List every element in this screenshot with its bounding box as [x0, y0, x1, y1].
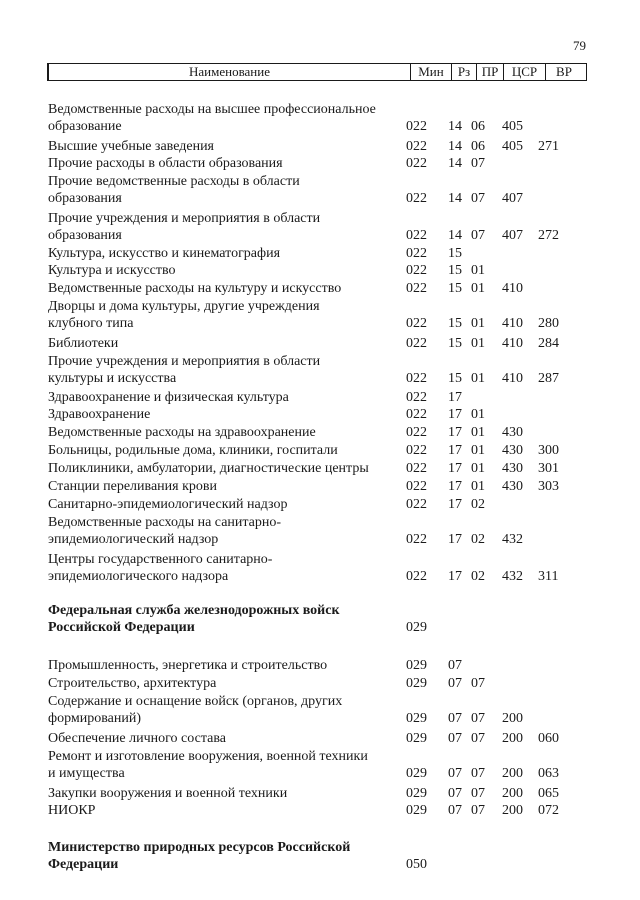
- row-name-line: Прочие учреждения и мероприятия в области: [48, 211, 321, 226]
- code-csr: 410: [502, 336, 523, 351]
- code-vr: 072: [538, 803, 559, 818]
- row-name: [48, 298, 408, 332]
- header-name: Наименование: [189, 64, 270, 79]
- row-name-line: Библиотеки: [48, 336, 119, 351]
- row-name: [48, 442, 408, 459]
- row-name: [48, 839, 408, 873]
- code-pr: 01: [471, 371, 485, 386]
- code-csr: 430: [502, 425, 523, 440]
- row-name: [48, 785, 408, 802]
- code-rz: 14: [448, 156, 462, 171]
- row-name-line: культуры и искусства: [48, 371, 177, 386]
- header-rz: Рз: [451, 64, 476, 80]
- row-name-line: и имущества: [48, 766, 125, 781]
- code-rz: 17: [448, 461, 462, 476]
- code-min: 029: [406, 676, 427, 691]
- code-pr: 01: [471, 316, 485, 331]
- code-pr: 01: [471, 281, 485, 296]
- row-name: [48, 730, 408, 747]
- code-csr: 410: [502, 371, 523, 386]
- code-csr: 430: [502, 461, 523, 476]
- code-rz: 14: [448, 228, 462, 243]
- code-csr: 200: [502, 786, 523, 801]
- row-name-line: Дворцы и дома культуры, другие учреждения: [48, 299, 320, 314]
- row-name-line: НИОКР: [48, 803, 96, 818]
- row-name-line: Здравоохранение и физическая культура: [48, 390, 289, 405]
- code-rz: 17: [448, 425, 462, 440]
- code-rz: 07: [448, 711, 462, 726]
- code-csr: 430: [502, 479, 523, 494]
- code-rz: 17: [448, 497, 462, 512]
- row-name: [48, 262, 408, 279]
- code-pr: 07: [471, 156, 485, 171]
- code-vr: 311: [538, 569, 559, 584]
- code-pr: 07: [471, 711, 485, 726]
- code-min: 029: [406, 658, 427, 673]
- code-vr: 300: [538, 443, 559, 458]
- code-vr: 272: [538, 228, 559, 243]
- code-vr: 065: [538, 786, 559, 801]
- code-csr: 405: [502, 139, 523, 154]
- row-name-line: Ведомственные расходы на санитарно-: [48, 515, 282, 530]
- code-csr: 407: [502, 191, 523, 206]
- row-name: [48, 675, 408, 692]
- code-min: 022: [406, 461, 427, 476]
- code-min: 022: [406, 407, 427, 422]
- code-csr: 410: [502, 281, 523, 296]
- code-pr: 07: [471, 731, 485, 746]
- row-name: [48, 335, 408, 352]
- row-name: [48, 210, 408, 244]
- code-min: 029: [406, 803, 427, 818]
- row-name-line: Ведомственные расходы на культуру и искусство: [48, 281, 342, 296]
- row-name: [48, 496, 408, 513]
- row-name-line: Станции переливания крови: [48, 479, 217, 494]
- code-min: 022: [406, 569, 427, 584]
- code-rz: 17: [448, 407, 462, 422]
- code-csr: 432: [502, 569, 523, 584]
- row-name-line: Федерации: [48, 857, 119, 872]
- code-min: 050: [406, 857, 427, 872]
- code-pr: 07: [471, 228, 485, 243]
- code-rz: 14: [448, 139, 462, 154]
- code-vr: 063: [538, 766, 559, 781]
- code-pr: 01: [471, 263, 485, 278]
- header-pr: ПР: [476, 64, 503, 80]
- code-pr: 01: [471, 461, 485, 476]
- code-min: 022: [406, 532, 427, 547]
- code-pr: 07: [471, 676, 485, 691]
- code-csr: 200: [502, 731, 523, 746]
- code-csr: 405: [502, 119, 523, 134]
- code-rz: 15: [448, 316, 462, 331]
- row-name: [48, 514, 408, 548]
- row-name-line: Культура и искусство: [48, 263, 176, 278]
- row-name-line: Закупки вооружения и военной техники: [48, 786, 288, 801]
- code-pr: 07: [471, 191, 485, 206]
- code-pr: 07: [471, 786, 485, 801]
- code-min: 022: [406, 336, 427, 351]
- row-name-line: Ремонт и изготовление вооружения, военной техники: [48, 749, 368, 764]
- code-min: 029: [406, 711, 427, 726]
- row-name-line: Высшие учебные заведения: [48, 139, 214, 154]
- code-vr: 301: [538, 461, 559, 476]
- code-min: 022: [406, 263, 427, 278]
- code-vr: 284: [538, 336, 559, 351]
- row-name: [48, 389, 408, 406]
- row-name-line: клубного типа: [48, 316, 134, 331]
- code-rz: 17: [448, 532, 462, 547]
- code-pr: 01: [471, 443, 485, 458]
- row-name: [48, 748, 408, 782]
- code-vr: 287: [538, 371, 559, 386]
- row-name-line: образования: [48, 228, 122, 243]
- code-rz: 07: [448, 766, 462, 781]
- code-csr: 200: [502, 711, 523, 726]
- code-csr: 200: [502, 803, 523, 818]
- code-rz: 07: [448, 803, 462, 818]
- row-name-line: Прочие учреждения и мероприятия в области: [48, 354, 321, 369]
- row-name-line: Санитарно-эпидемиологический надзор: [48, 497, 288, 512]
- row-name: [48, 460, 408, 477]
- code-rz: 15: [448, 336, 462, 351]
- row-name: [48, 424, 408, 441]
- table-header: [47, 63, 587, 81]
- code-pr: 06: [471, 139, 485, 154]
- code-pr: 01: [471, 425, 485, 440]
- code-min: 022: [406, 246, 427, 261]
- row-name-line: Содержание и оснащение войск (органов, других: [48, 694, 343, 709]
- code-min: 029: [406, 786, 427, 801]
- row-name: [48, 353, 408, 387]
- code-rz: 17: [448, 390, 462, 405]
- row-name: [48, 478, 408, 495]
- code-min: 022: [406, 139, 427, 154]
- code-min: 022: [406, 425, 427, 440]
- row-name: [48, 280, 408, 297]
- code-pr: 02: [471, 532, 485, 547]
- row-name-line: эпидемиологического надзора: [48, 569, 229, 584]
- row-name-line: Ведомственные расходы на здравоохранение: [48, 425, 316, 440]
- code-min: 022: [406, 156, 427, 171]
- code-rz: 15: [448, 371, 462, 386]
- code-min: 029: [406, 620, 427, 635]
- row-name: [48, 693, 408, 727]
- row-name-line: Строительство, архитектура: [48, 676, 217, 691]
- row-name-line: Обеспечение личного состава: [48, 731, 226, 746]
- code-vr: 271: [538, 139, 559, 154]
- row-name: [48, 155, 408, 172]
- code-pr: 02: [471, 569, 485, 584]
- code-rz: 14: [448, 191, 462, 206]
- row-name-line: Промышленность, энергетика и строительство: [48, 658, 328, 673]
- code-min: 022: [406, 228, 427, 243]
- row-name-line: Российской Федерации: [48, 620, 195, 635]
- code-min: 022: [406, 390, 427, 405]
- page-number: 79: [573, 38, 586, 53]
- code-rz: 14: [448, 119, 462, 134]
- code-min: 022: [406, 119, 427, 134]
- code-rz: 07: [448, 786, 462, 801]
- code-csr: 407: [502, 228, 523, 243]
- row-name-line: Больницы, родильные дома, клиники, госпитали: [48, 443, 338, 458]
- row-name-line: образования: [48, 191, 122, 206]
- code-min: 022: [406, 497, 427, 512]
- code-vr: 060: [538, 731, 559, 746]
- row-name: [48, 657, 408, 674]
- code-pr: 01: [471, 336, 485, 351]
- row-name-line: Прочие расходы в области образования: [48, 156, 283, 171]
- row-name: [48, 802, 408, 819]
- row-name: [48, 138, 408, 155]
- code-min: 029: [406, 766, 427, 781]
- code-min: 029: [406, 731, 427, 746]
- code-min: 022: [406, 371, 427, 386]
- code-pr: 06: [471, 119, 485, 134]
- row-name-line: Ведомственные расходы на высшее профессиональное: [48, 102, 376, 117]
- code-rz: 17: [448, 479, 462, 494]
- code-vr: 303: [538, 479, 559, 494]
- code-min: 022: [406, 443, 427, 458]
- header-min: Мин: [410, 64, 451, 80]
- code-rz: 17: [448, 443, 462, 458]
- code-pr: 07: [471, 803, 485, 818]
- code-rz: 07: [448, 731, 462, 746]
- row-name: [48, 602, 408, 636]
- row-name: [48, 173, 408, 207]
- code-rz: 15: [448, 246, 462, 261]
- code-csr: 200: [502, 766, 523, 781]
- code-rz: 07: [448, 658, 462, 673]
- row-name: [48, 245, 408, 262]
- code-min: 022: [406, 479, 427, 494]
- row-name: [48, 406, 408, 423]
- code-rz: 07: [448, 676, 462, 691]
- row-name: [48, 101, 408, 135]
- code-min: 022: [406, 316, 427, 331]
- row-name: [48, 551, 408, 585]
- code-min: 022: [406, 281, 427, 296]
- code-rz: 17: [448, 569, 462, 584]
- code-pr: 02: [471, 497, 485, 512]
- row-name-line: Культура, искусство и кинематография: [48, 246, 281, 261]
- row-name-line: Прочие ведомственные расходы в области: [48, 174, 300, 189]
- row-name-line: формирований): [48, 711, 141, 726]
- code-pr: 01: [471, 479, 485, 494]
- code-csr: 410: [502, 316, 523, 331]
- row-name-line: Поликлиники, амбулатории, диагностические центры: [48, 461, 369, 476]
- row-name-line: Министерство природных ресурсов Российской: [48, 840, 351, 855]
- row-name-line: эпидемиологический надзор: [48, 532, 219, 547]
- row-name-line: образование: [48, 119, 122, 134]
- row-name-line: Центры государственного санитарно-: [48, 552, 273, 567]
- code-rz: 15: [448, 281, 462, 296]
- code-min: 022: [406, 191, 427, 206]
- header-csr: ЦСР: [503, 64, 545, 80]
- code-pr: 01: [471, 407, 485, 422]
- code-pr: 07: [471, 766, 485, 781]
- header-vr: ВР: [545, 64, 582, 80]
- row-name-line: Здравоохранение: [48, 407, 151, 422]
- code-vr: 280: [538, 316, 559, 331]
- code-rz: 15: [448, 263, 462, 278]
- row-name-line: Федеральная служба железнодорожных войск: [48, 603, 340, 618]
- code-csr: 432: [502, 532, 523, 547]
- code-csr: 430: [502, 443, 523, 458]
